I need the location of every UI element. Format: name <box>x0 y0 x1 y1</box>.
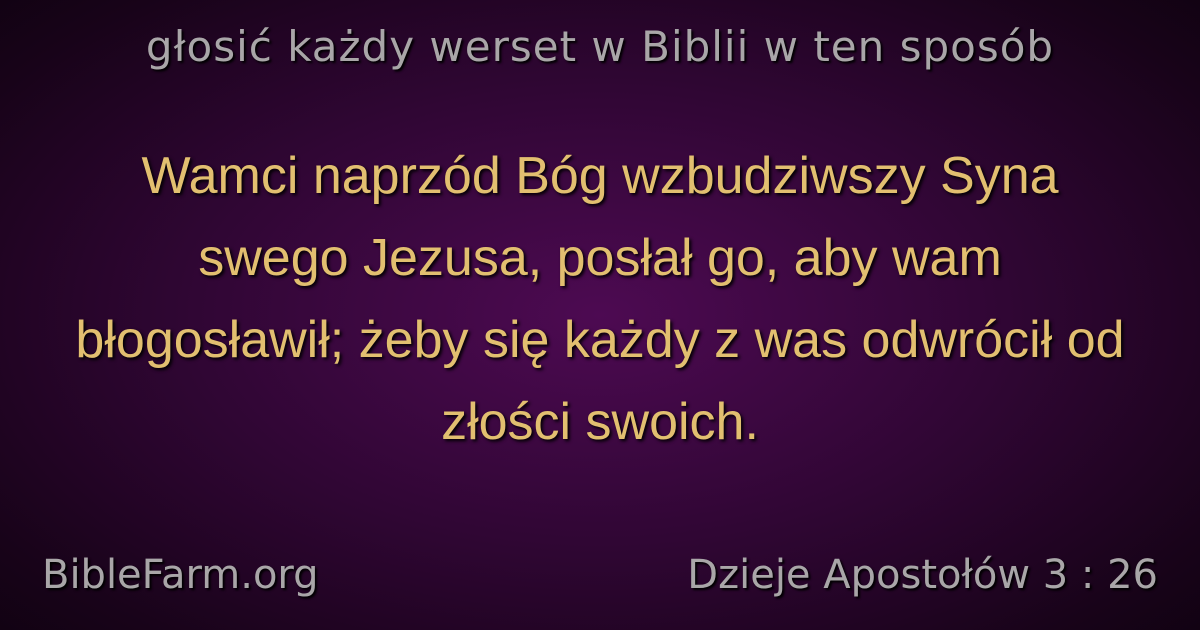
verse-text: Wamci naprzód Bóg wzbudziwszy Syna swego Jezusa, posłał go, aby wam błogosławił; żeby się każdy z was odwrócił od złości swoich. <box>75 147 1125 451</box>
tagline: głosić każdy werset w Biblii w ten sposób <box>145 22 1055 71</box>
verse-reference: Dzieje Apostołów 3 : 26 <box>687 552 1158 598</box>
site-name: BibleFarm.org <box>42 552 319 598</box>
